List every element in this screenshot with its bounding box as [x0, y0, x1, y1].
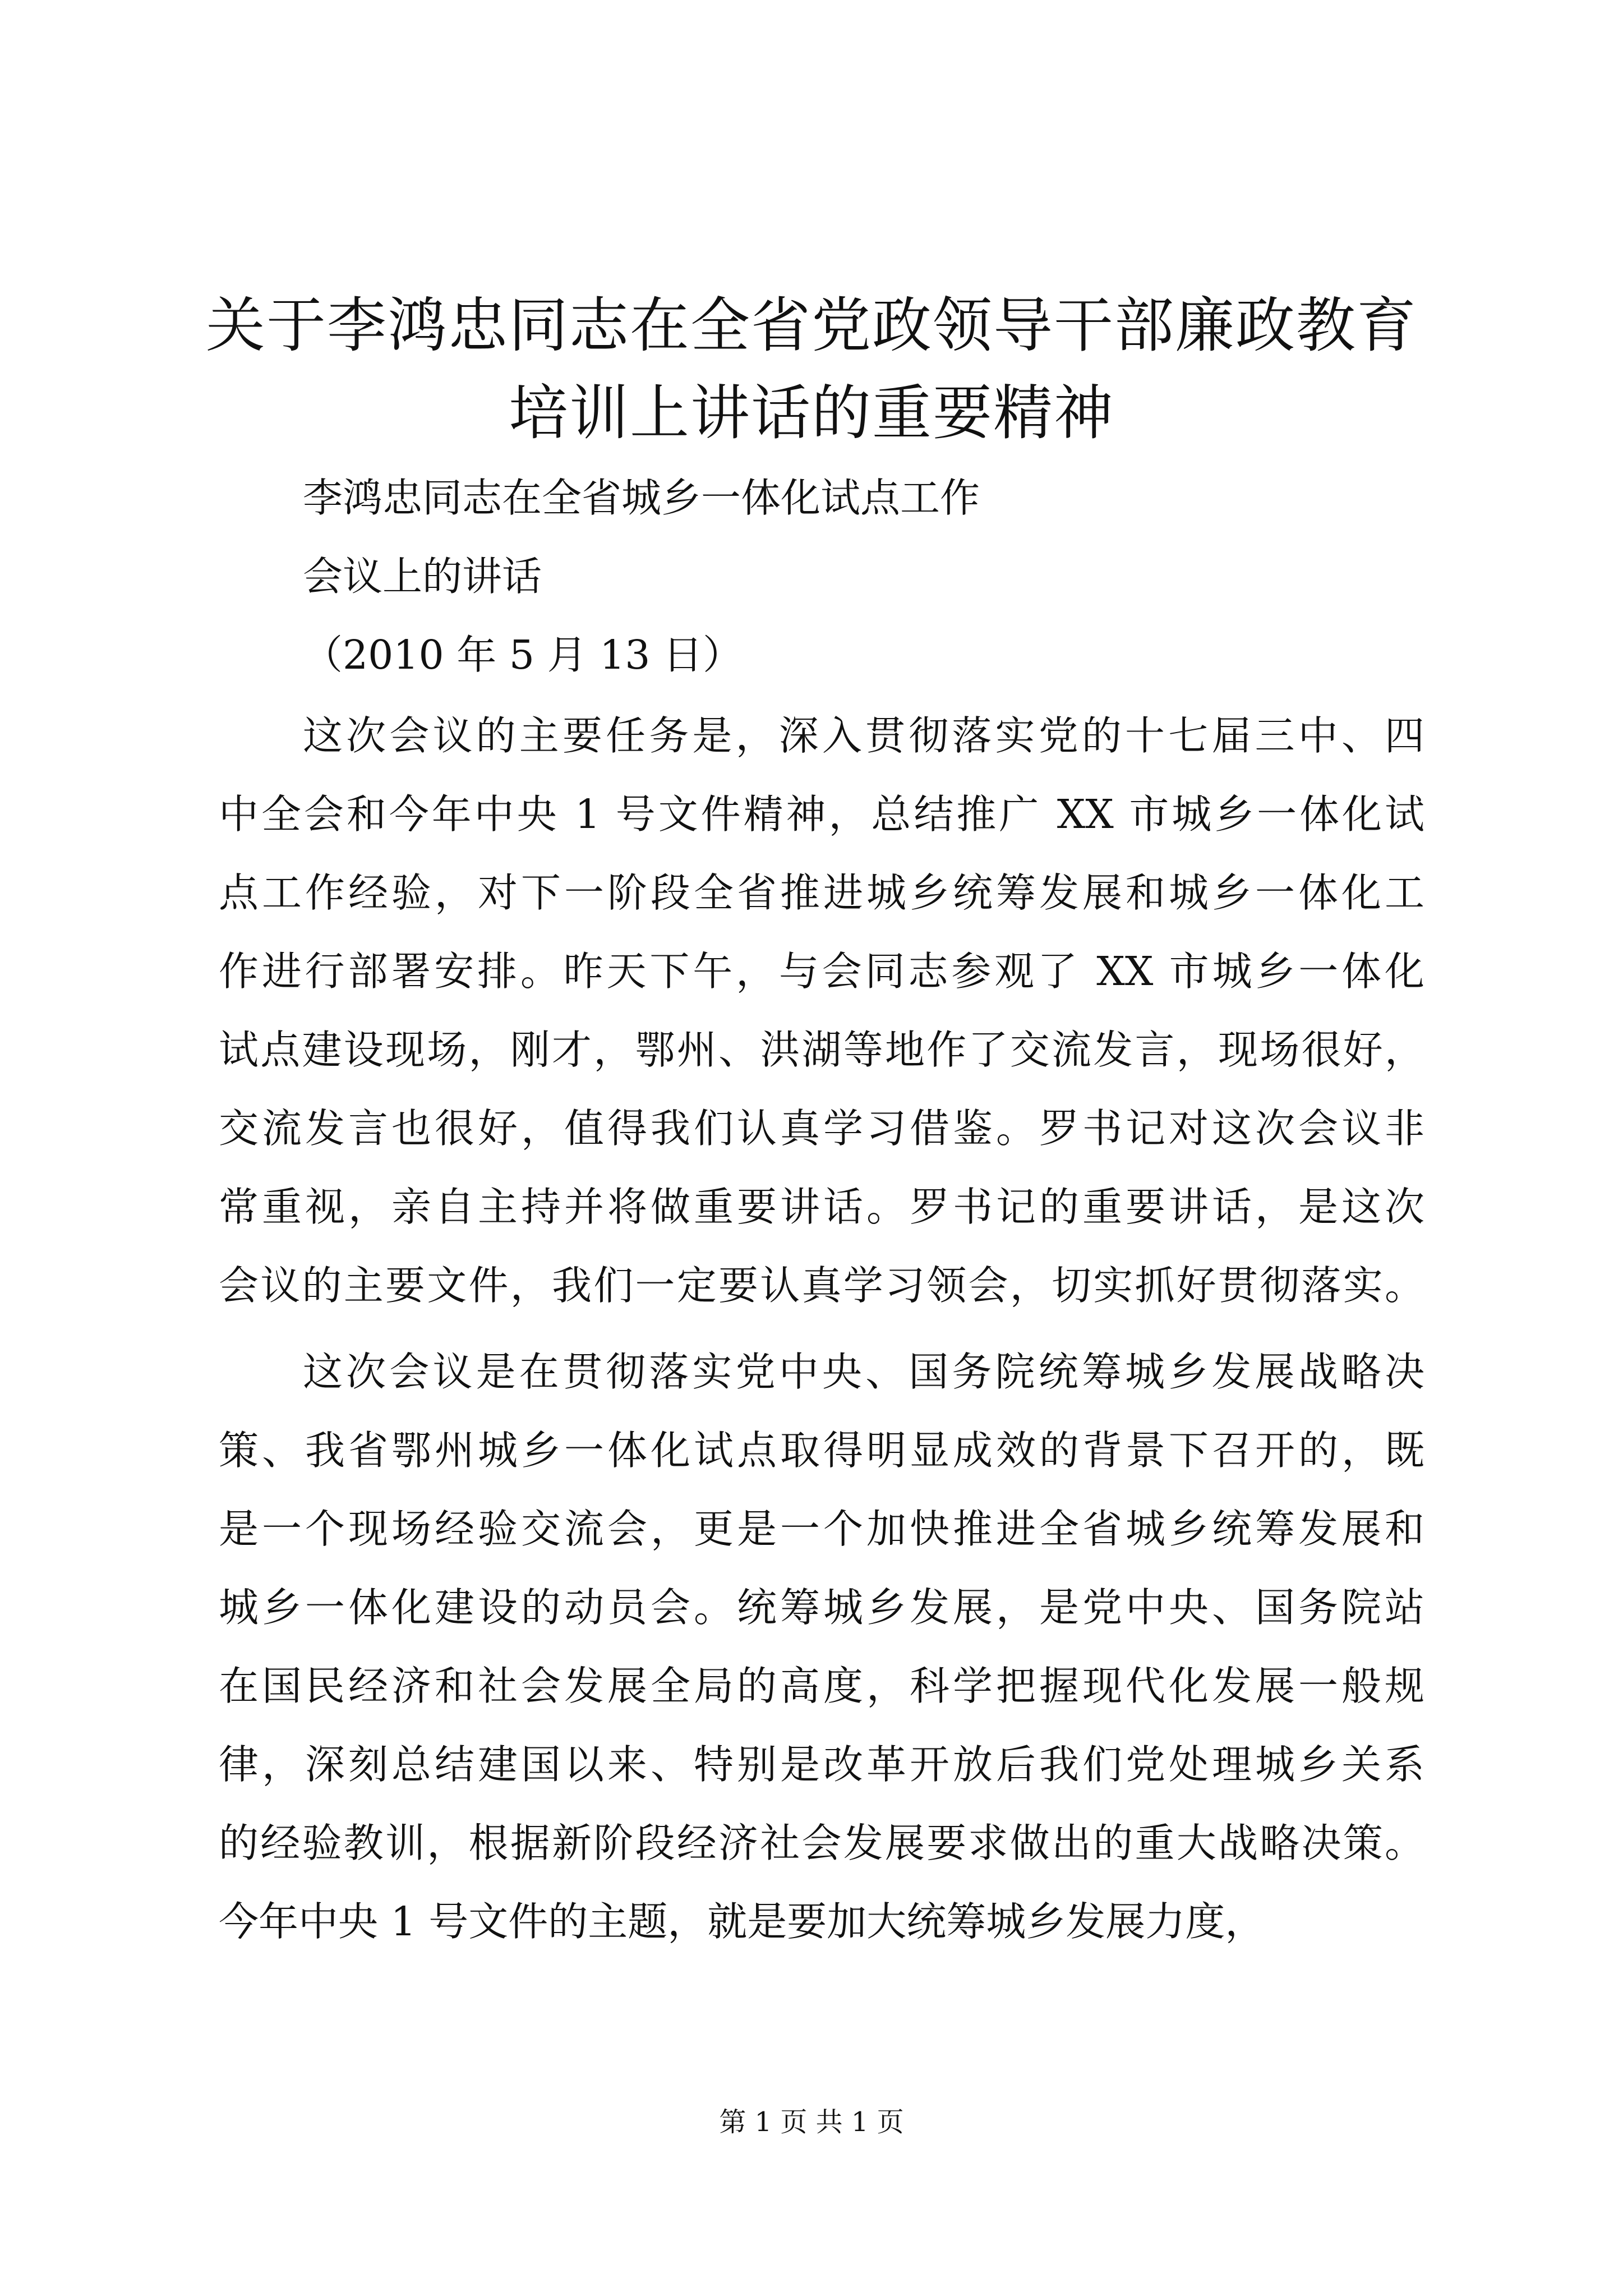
- document-title-line-2: 培训上讲话的重要精神: [509, 379, 1114, 448]
- paragraph-2-line: 是一个现场经验交流会，更是一个加快推进全省城乡统筹发展和: [219, 1506, 1424, 1552]
- subtitle-line-2: 会议上的讲话: [303, 553, 542, 600]
- paragraph-1-line: 点工作经验，对下一阶段全省推进城乡统筹发展和城乡一体化工: [219, 869, 1424, 916]
- paragraph-1-line: 作进行部署安排。昨天下午，与会同志参观了 XX 市城乡一体化: [219, 948, 1424, 995]
- speech-date: （2010 年 5 月 13 日）: [303, 632, 743, 678]
- page-footer: 第 1 页 共 1 页: [719, 2106, 904, 2138]
- paragraph-1-line: 试点建设现场，刚才，鄂州、洪湖等地作了交流发言，现场很好，: [219, 1027, 1424, 1073]
- paragraph-2-line: 这次会议是在贯彻落实党中央、国务院统筹城乡发展战略决: [303, 1349, 1424, 1395]
- document-title-line-1: 关于李鸿忠同志在全省党政领导干部廉政教育: [206, 291, 1417, 360]
- paragraph-1-line: 交流发言也很好，值得我们认真学习借鉴。罗书记对这次会议非: [219, 1105, 1424, 1152]
- paragraph-1-line: 这次会议的主要任务是，深入贯彻落实党的十七届三中、四: [303, 712, 1424, 759]
- paragraph-2-line: 律，深刻总结建国以来、特别是改革开放后我们党处理城乡关系: [219, 1741, 1424, 1788]
- subtitle-line-1: 李鸿忠同志在全省城乡一体化试点工作: [303, 475, 980, 521]
- paragraph-2-line: 的经验教训，根据新阶段经济社会发展要求做出的重大战略决策。: [219, 1820, 1424, 1866]
- paragraph-1-line: 常重视，亲自主持并将做重要讲话。罗书记的重要讲话，是这次: [219, 1184, 1424, 1230]
- paragraph-1-line: 中全会和今年中央 1 号文件精神，总结推广 XX 市城乡一体化试: [219, 791, 1424, 838]
- paragraph-2-line: 策、我省鄂州城乡一体化试点取得明显成效的背景下召开的，既: [219, 1427, 1424, 1474]
- paragraph-2-line: 城乡一体化建设的动员会。统筹城乡发展，是党中央、国务院站: [219, 1584, 1424, 1631]
- paragraph-2-line: 今年中央 1 号文件的主题，就是要加大统筹城乡发展力度，: [219, 1898, 1265, 1945]
- paragraph-2-line: 在国民经济和社会发展全局的高度，科学把握现代化发展一般规: [219, 1663, 1424, 1709]
- paragraph-1-line: 会议的主要文件，我们一定要认真学习领会，切实抓好贯彻落实。: [219, 1262, 1424, 1309]
